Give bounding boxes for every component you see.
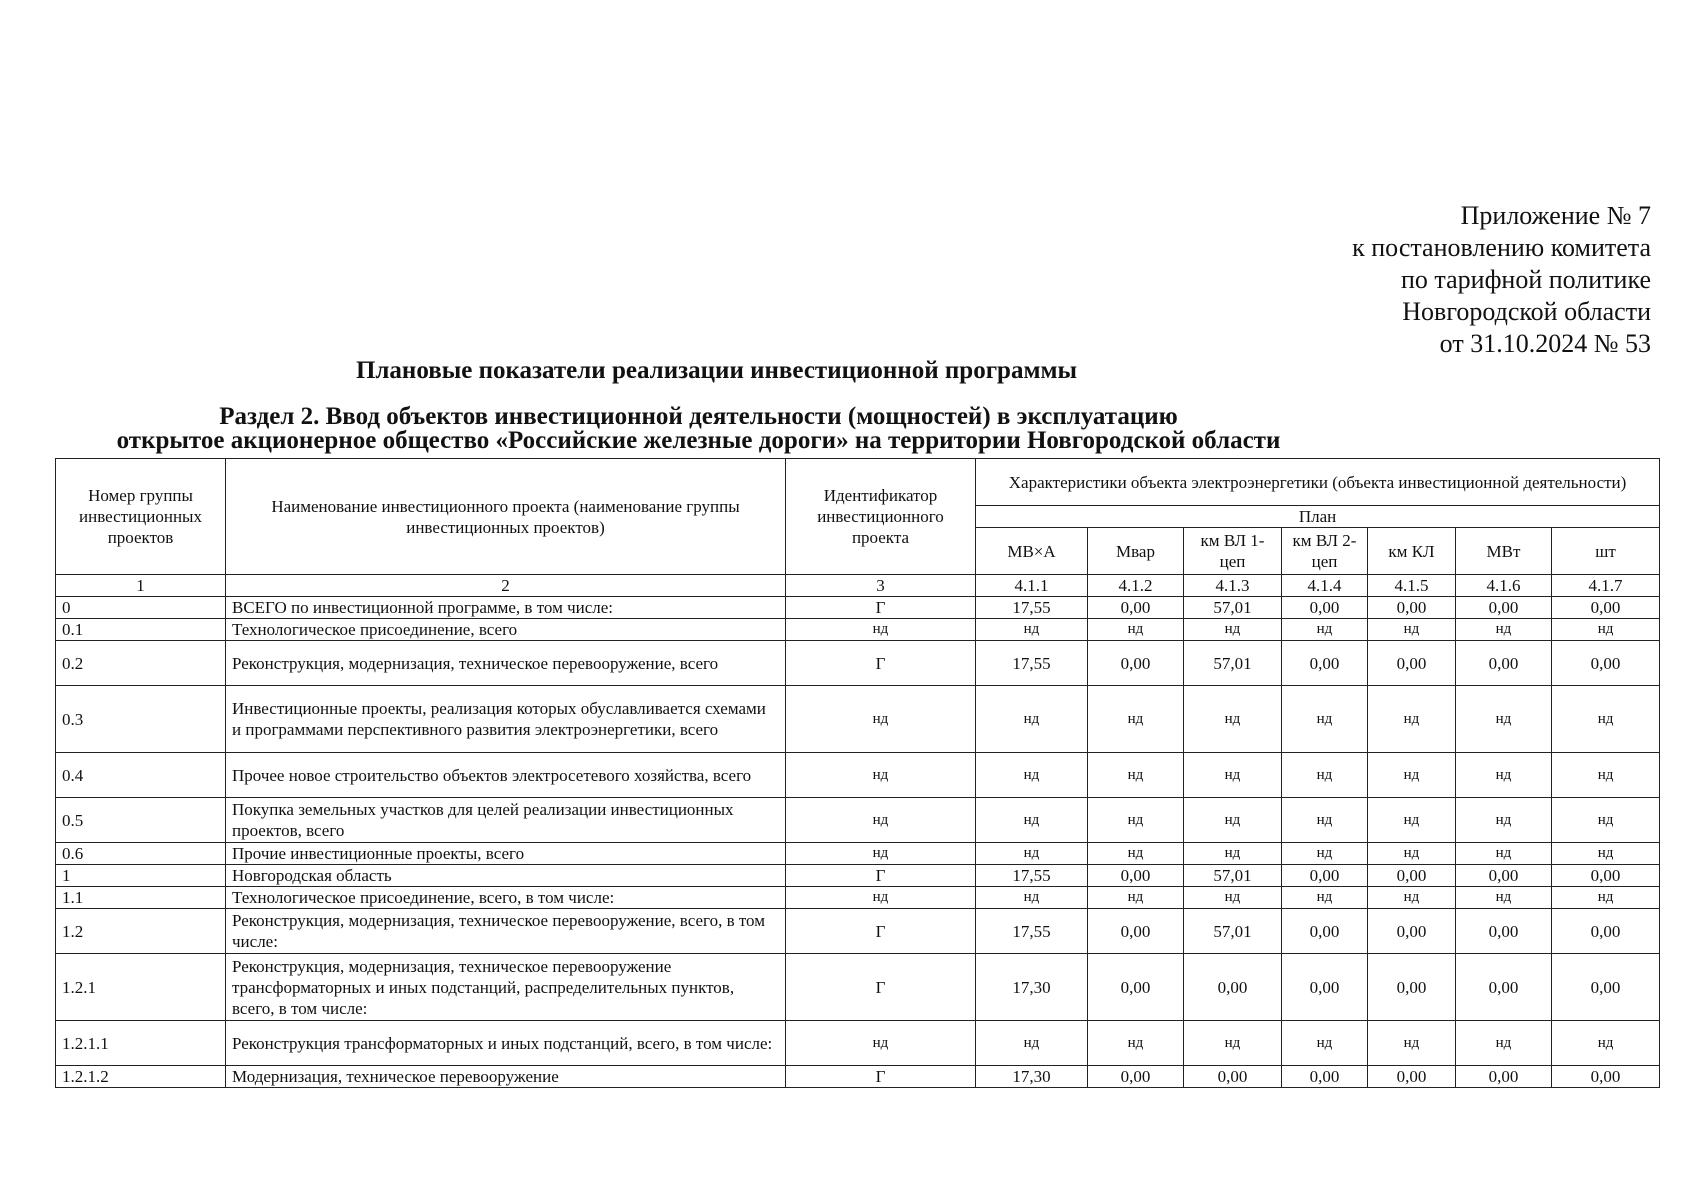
header-unit: шт	[1552, 528, 1660, 575]
value-cell: нд	[1184, 798, 1282, 843]
group-number-cell: 1.2	[56, 909, 226, 954]
value-cell: 0,00	[1282, 597, 1368, 619]
project-name-cell: Реконструкция, модернизация, техническое перевооружение трансформаторных и иных подстанций, распределительных пунктов, всего, в том числе:	[226, 954, 786, 1021]
value-cell: нд	[1456, 1021, 1552, 1066]
value-cell: 17,55	[976, 865, 1088, 887]
value-cell: нд	[1088, 798, 1184, 843]
annex-line: от 31.10.2024 № 53	[1439, 329, 1651, 358]
value-cell: 0,00	[1552, 909, 1660, 954]
group-number-cell: 1.2.1.1	[56, 1021, 226, 1066]
value-cell: 57,01	[1184, 909, 1282, 954]
table-row	[56, 798, 1660, 843]
value-cell: нд	[1552, 1021, 1660, 1066]
table-row	[56, 1021, 1660, 1066]
header-characteristics: Характеристики объекта электроэнергетики (объекта инвестиционной деятельности)	[976, 459, 1660, 506]
header-unit: Мвар	[1088, 528, 1184, 575]
value-cell: нд	[976, 753, 1088, 798]
group-number-cell: 1	[56, 865, 226, 887]
value-cell: нд	[1088, 686, 1184, 753]
project-name-cell: Прочее новое строительство объектов электросетевого хозяйства, всего	[226, 753, 786, 798]
column-number: 3	[786, 575, 976, 597]
value-cell: 0,00	[1184, 1066, 1282, 1088]
value-cell: нд	[1282, 619, 1368, 641]
table-row	[56, 641, 1660, 686]
column-number: 4.1.6	[1456, 575, 1552, 597]
value-cell: 0,00	[1456, 641, 1552, 686]
value-cell: 0,00	[1552, 641, 1660, 686]
identifier-cell: нд	[786, 887, 976, 909]
value-cell: нд	[1088, 753, 1184, 798]
value-cell: нд	[1456, 619, 1552, 641]
value-cell: 0,00	[1368, 1066, 1456, 1088]
group-number-cell: 0.1	[56, 619, 226, 641]
group-number-cell: 0.2	[56, 641, 226, 686]
identifier-cell: Г	[786, 909, 976, 954]
value-cell: нд	[1368, 843, 1456, 865]
value-cell: 0,00	[1368, 597, 1456, 619]
value-cell: нд	[1282, 887, 1368, 909]
group-number-cell: 1.2.1.2	[56, 1066, 226, 1088]
annex-line: Приложение № 7	[1460, 201, 1651, 230]
value-cell: нд	[1368, 686, 1456, 753]
value-cell: 57,01	[1184, 865, 1282, 887]
project-name-cell: Технологическое присоединение, всего, в том числе:	[226, 887, 786, 909]
table-row	[56, 597, 1660, 619]
value-cell: нд	[1088, 1021, 1184, 1066]
column-number: 4.1.1	[976, 575, 1088, 597]
group-number-cell: 1.1	[56, 887, 226, 909]
identifier-cell: Г	[786, 1066, 976, 1088]
value-cell: нд	[1456, 887, 1552, 909]
column-number: 2	[226, 575, 786, 597]
value-cell: нд	[1368, 1021, 1456, 1066]
identifier-cell: нд	[786, 753, 976, 798]
project-name-cell: Модернизация, техническое перевооружение	[226, 1066, 786, 1088]
header-plan: План	[976, 506, 1660, 528]
table-row	[56, 843, 1660, 865]
identifier-cell: Г	[786, 597, 976, 619]
table-row	[56, 753, 1660, 798]
value-cell: нд	[1552, 619, 1660, 641]
value-cell: 0,00	[1282, 641, 1368, 686]
header-unit: км ВЛ 2-цеп	[1282, 528, 1368, 575]
value-cell: нд	[1184, 843, 1282, 865]
value-cell: нд	[1088, 887, 1184, 909]
header-unit: МВт	[1456, 528, 1552, 575]
value-cell: нд	[976, 1021, 1088, 1066]
value-cell: нд	[1184, 1021, 1282, 1066]
value-cell: нд	[1282, 686, 1368, 753]
header-group-number: Номер группы инвестиционных проектов	[56, 459, 226, 575]
value-cell: нд	[1368, 753, 1456, 798]
header-project-name: Наименование инвестиционного проекта (наименование группы инвестиционных проектов)	[226, 459, 786, 575]
project-name-cell: Реконструкция, модернизация, техническое перевооружение, всего, в том числе:	[226, 909, 786, 954]
group-number-cell: 0.6	[56, 843, 226, 865]
value-cell: 17,55	[976, 641, 1088, 686]
value-cell: 0,00	[1088, 641, 1184, 686]
value-cell: нд	[1552, 686, 1660, 753]
column-number: 4.1.3	[1184, 575, 1282, 597]
value-cell: 0,00	[1368, 865, 1456, 887]
value-cell: 17,30	[976, 954, 1088, 1021]
value-cell: 0,00	[1552, 865, 1660, 887]
value-cell: нд	[1184, 686, 1282, 753]
annex-line: по тарифной политике	[1401, 265, 1651, 294]
value-cell: нд	[1184, 619, 1282, 641]
identifier-cell: Г	[786, 865, 976, 887]
column-number: 4.1.5	[1368, 575, 1456, 597]
value-cell: 0,00	[1456, 1066, 1552, 1088]
value-cell: нд	[976, 798, 1088, 843]
value-cell: нд	[976, 619, 1088, 641]
identifier-cell: нд	[786, 798, 976, 843]
value-cell: 0,00	[1088, 909, 1184, 954]
value-cell: нд	[1552, 887, 1660, 909]
table-row	[56, 865, 1660, 887]
value-cell: 0,00	[1282, 954, 1368, 1021]
annex-line: Новгородской области	[1402, 297, 1651, 326]
value-cell: нд	[976, 887, 1088, 909]
header-identifier: Идентификатор инвестиционного проекта	[786, 459, 976, 575]
project-name-cell: ВСЕГО по инвестиционной программе, в том числе:	[226, 597, 786, 619]
value-cell: нд	[1184, 887, 1282, 909]
value-cell: 0,00	[1552, 954, 1660, 1021]
column-number: 4.1.2	[1088, 575, 1184, 597]
value-cell: 0,00	[1282, 909, 1368, 954]
value-cell: нд	[976, 686, 1088, 753]
value-cell: 0,00	[1088, 865, 1184, 887]
value-cell: 0,00	[1282, 1066, 1368, 1088]
project-name-cell: Реконструкция трансформаторных и иных подстанций, всего, в том числе:	[226, 1021, 786, 1066]
value-cell: нд	[1088, 619, 1184, 641]
company-line: открытое акционерное общество «Российские железные дороги» на территории Новгородской области	[116, 427, 1281, 454]
value-cell: 0,00	[1456, 865, 1552, 887]
value-cell: нд	[1456, 798, 1552, 843]
project-name-cell: Новгородская область	[226, 865, 786, 887]
annex-line: к постановлению комитета	[1352, 233, 1651, 262]
indicators-table	[55, 458, 1660, 1088]
value-cell: 0,00	[1456, 954, 1552, 1021]
value-cell: нд	[1368, 619, 1456, 641]
value-cell: 17,30	[976, 1066, 1088, 1088]
value-cell: нд	[1456, 753, 1552, 798]
project-name-cell: Прочие инвестиционные проекты, всего	[226, 843, 786, 865]
value-cell: нд	[1088, 843, 1184, 865]
value-cell: 0,00	[1088, 954, 1184, 1021]
column-number-row	[56, 575, 1660, 597]
group-number-cell: 0.3	[56, 686, 226, 753]
value-cell: 0,00	[1368, 641, 1456, 686]
value-cell: 17,55	[976, 909, 1088, 954]
column-number: 1	[56, 575, 226, 597]
value-cell: 0,00	[1552, 1066, 1660, 1088]
value-cell: 0,00	[1088, 597, 1184, 619]
project-name-cell: Технологическое присоединение, всего	[226, 619, 786, 641]
value-cell: нд	[976, 843, 1088, 865]
value-cell: 0,00	[1368, 909, 1456, 954]
value-cell: 0,00	[1552, 597, 1660, 619]
value-cell: 57,01	[1184, 597, 1282, 619]
table-row	[56, 954, 1660, 1021]
value-cell: 0,00	[1184, 954, 1282, 1021]
group-number-cell: 0.5	[56, 798, 226, 843]
table-row	[56, 1066, 1660, 1088]
identifier-cell: нд	[786, 843, 976, 865]
table-row	[56, 909, 1660, 954]
value-cell: 0,00	[1456, 597, 1552, 619]
document-title: Плановые показатели реализации инвестиционной программы	[355, 357, 1078, 384]
project-name-cell: Покупка земельных участков для целей реализации инвестиционных проектов, всего	[226, 798, 786, 843]
identifier-cell: Г	[786, 641, 976, 686]
table-row	[56, 686, 1660, 753]
header-unit: МВ×А	[976, 528, 1088, 575]
value-cell: 0,00	[1456, 909, 1552, 954]
project-name-cell: Инвестиционные проекты, реализация которых обуславливается схемами и программами перспективного развития электроэнергетики, всего	[226, 686, 786, 753]
section-title: Раздел 2. Ввод объектов инвестиционной деятельности (мощностей) в эксплуатацию	[219, 403, 1178, 430]
value-cell: нд	[1552, 843, 1660, 865]
header-unit: км КЛ	[1368, 528, 1456, 575]
value-cell: нд	[1282, 843, 1368, 865]
header-unit: км ВЛ 1-цеп	[1184, 528, 1282, 575]
value-cell: нд	[1282, 798, 1368, 843]
value-cell: нд	[1184, 753, 1282, 798]
group-number-cell: 0.4	[56, 753, 226, 798]
column-number: 4.1.4	[1282, 575, 1368, 597]
value-cell: нд	[1368, 798, 1456, 843]
value-cell: 0,00	[1282, 865, 1368, 887]
value-cell: нд	[1368, 887, 1456, 909]
value-cell: 57,01	[1184, 641, 1282, 686]
identifier-cell: нд	[786, 686, 976, 753]
group-number-cell: 0	[56, 597, 226, 619]
value-cell: нд	[1282, 1021, 1368, 1066]
table-row	[56, 887, 1660, 909]
value-cell: нд	[1456, 843, 1552, 865]
identifier-cell: нд	[786, 1021, 976, 1066]
value-cell: 0,00	[1088, 1066, 1184, 1088]
identifier-cell: Г	[786, 954, 976, 1021]
column-number: 4.1.7	[1552, 575, 1660, 597]
value-cell: нд	[1282, 753, 1368, 798]
value-cell: 17,55	[976, 597, 1088, 619]
value-cell: нд	[1552, 798, 1660, 843]
annex-block	[1352, 200, 1651, 360]
table-row	[56, 619, 1660, 641]
value-cell: нд	[1456, 686, 1552, 753]
value-cell: 0,00	[1368, 954, 1456, 1021]
group-number-cell: 1.2.1	[56, 954, 226, 1021]
identifier-cell: нд	[786, 619, 976, 641]
value-cell: нд	[1552, 753, 1660, 798]
project-name-cell: Реконструкция, модернизация, техническое перевооружение, всего	[226, 641, 786, 686]
